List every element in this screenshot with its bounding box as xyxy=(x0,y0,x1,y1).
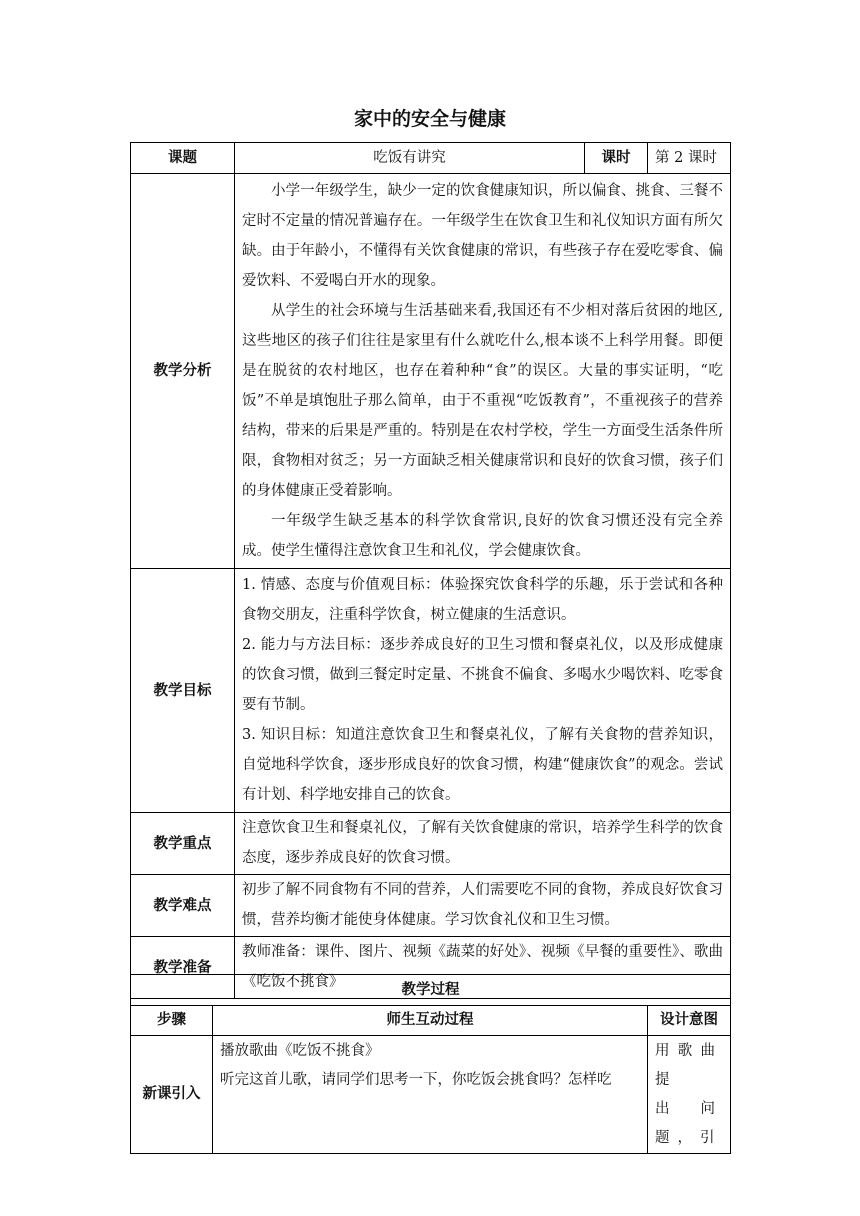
difficulties-content xyxy=(235,875,731,937)
interaction-line: 播放歌曲《吃饭不挑食》 xyxy=(220,1043,380,1059)
period-label: 课时 xyxy=(585,143,648,174)
analysis-row xyxy=(131,174,731,569)
analysis-label: 教学分析 xyxy=(131,174,235,569)
design-line: 出问题，引 xyxy=(655,1101,724,1146)
topic-value: 吃饭有讲究 xyxy=(235,143,585,174)
analysis-paragraph: 小学一年级学生，缺少一定的饮食健康知识，所以偏食、挑食、三餐不定时不定量的情况普遍存在。一年级学生在饮食卫生和礼仪知识方面有所欠缺。由于年龄小，不懂得有关饮食健康的常识，有些孩子存在爱吃零食、偏爱饮料、不爱喝白开水的现象。 xyxy=(242,183,723,289)
analysis-paragraph: 一年级学生缺乏基本的科学饮食常识,良好的饮食习惯还没有完全养成。使学生懂得注意饮食卫生和礼仪，学会健康饮食。 xyxy=(242,513,723,559)
process-title: 教学过程 xyxy=(131,975,731,1006)
lesson-plan-table xyxy=(130,142,731,999)
key-points-label: 教学重点 xyxy=(131,813,235,875)
step-cell: 新课引入 xyxy=(131,1036,213,1154)
interaction-line: 听完这首儿歌，请同学们思考一下，你吃饭会挑食吗？怎样吃 xyxy=(220,1072,612,1088)
difficulties-label: 教学难点 xyxy=(131,875,235,937)
col-step-header: 步骤 xyxy=(131,1006,213,1036)
design-line: 用歌曲提 xyxy=(655,1043,724,1088)
topic-label: 课题 xyxy=(131,143,235,174)
preparation-label: 教学准备 xyxy=(131,937,235,999)
objectives-row xyxy=(131,569,731,813)
difficulties-text: 初步了解不同食物有不同的营养，人们需要吃不同的食物，养成良好饮食习惯，营养均衡才能使身体健康。学习饮食礼仪和卫生习惯。 xyxy=(242,882,723,928)
col-design-header: 设计意图 xyxy=(648,1006,731,1036)
difficulties-row xyxy=(131,875,731,937)
process-header-row xyxy=(131,975,731,1006)
objectives-content xyxy=(235,569,731,813)
preparation-text: 教师准备：课件、图片、视频《蔬菜的好处》、视频《早餐的重要性》、歌曲《吃饭不挑食》 xyxy=(242,944,723,990)
design-cell xyxy=(648,1036,731,1154)
analysis-paragraph: 从学生的社会环境与生活基础来看,我国还有不少相对落后贫困的地区,这些地区的孩子们往往是家里有什么就吃什么,根本谈不上科学用餐。即便是在脱贫的农村地区，也存在着种种“食”的误区。大量的事实证明，“吃饭”不单是填饱肚子那么简单，由于不重视“吃饭教育”，不重视孩子的营养结构，带来的后果是严重的。特别是在农村学校，学生一方面受生活条件所限，食物相对贫乏；另一方面缺乏相关健康常识和良好的饮食习惯，孩子们的身体健康正受着影响。 xyxy=(242,303,723,499)
objective-item: 2. 能力与方法目标：逐步养成良好的卫生习惯和餐桌礼仪，以及形成健康的饮食习惯，做到三餐定时定量、不挑食不偏食、多喝水少喝饮料、吃零食要有节制。 xyxy=(242,637,723,713)
objective-item: 3. 知识目标：知道注意饮食卫生和餐桌礼仪，了解有关食物的营养知识，自觉地科学饮食，逐步形成良好的饮食习惯，构建“健康饮食”的观念。尝试有计划、科学地安排自己的饮食。 xyxy=(242,727,723,803)
col-interaction-header: 师生互动过程 xyxy=(213,1006,648,1036)
key-points-text: 注意饮食卫生和餐桌礼仪，了解有关饮食健康的常识，培养学生科学的饮食态度，逐步养成良好的饮食习惯。 xyxy=(242,820,723,866)
objectives-label: 教学目标 xyxy=(131,569,235,813)
process-row xyxy=(131,1036,731,1154)
topic-row xyxy=(131,143,731,174)
interaction-cell xyxy=(213,1036,648,1154)
analysis-content xyxy=(235,174,731,569)
key-points-row xyxy=(131,813,731,875)
document-title: 家中的安全与健康 xyxy=(353,108,506,130)
teaching-process-table xyxy=(130,974,731,1154)
process-columns-row xyxy=(131,1006,731,1036)
key-points-content xyxy=(235,813,731,875)
period-value: 第 2 课时 xyxy=(648,143,731,174)
objective-item: 1. 情感、态度与价值观目标：体验探究饮食科学的乐趣，乐于尝试和各种食物交朋友，注重科学饮食，树立健康的生活意识。 xyxy=(242,577,723,623)
